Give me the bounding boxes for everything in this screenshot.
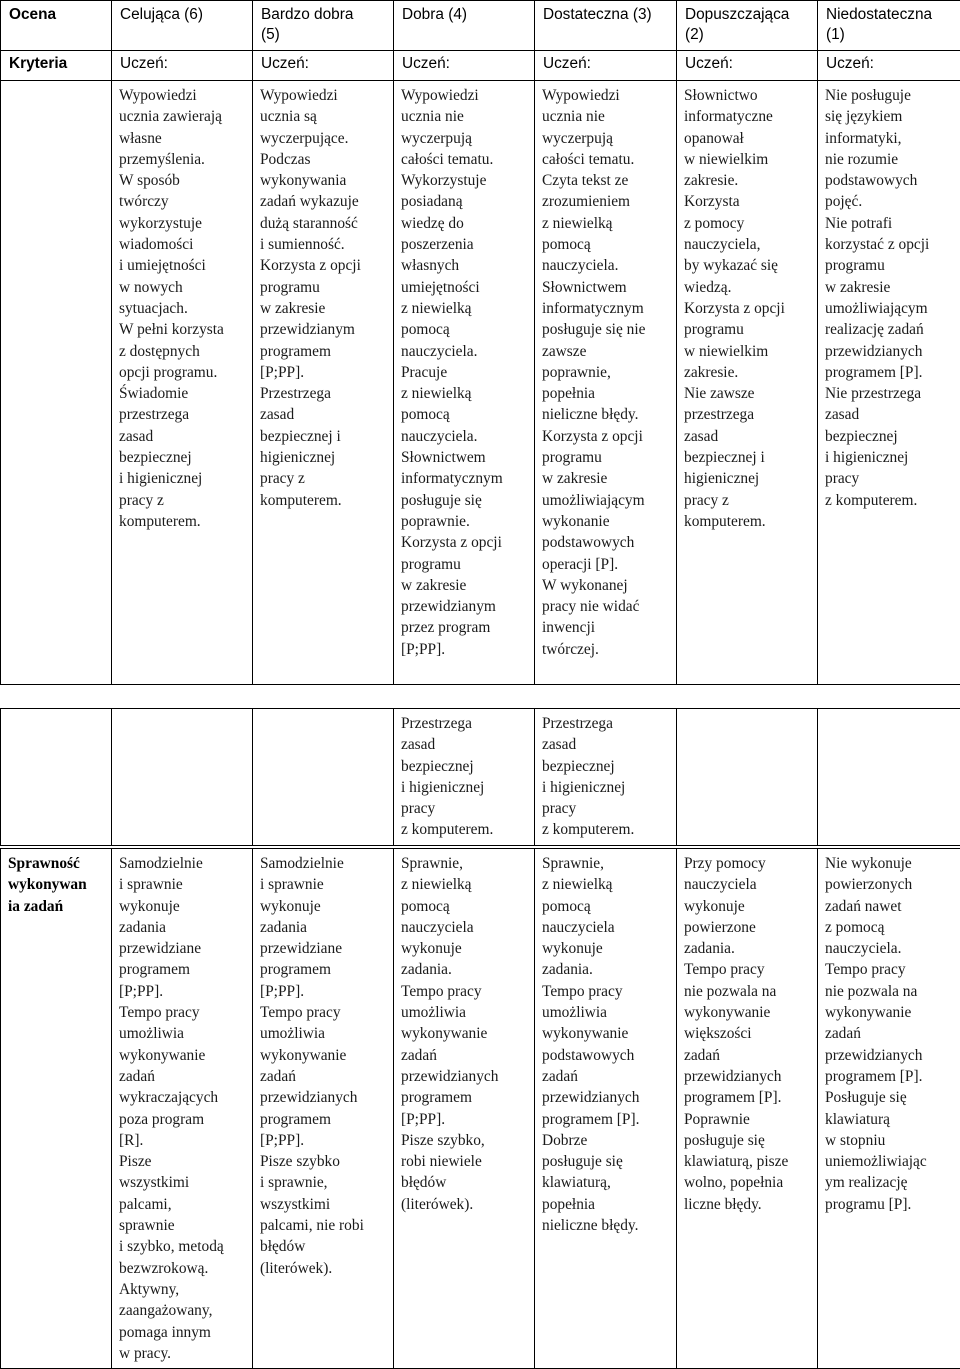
- criteria-cell: Uczeń:: [253, 51, 394, 81]
- grade-3-description: Sprawnie, z niewielką pomocą nauczyciela wykonuje zadania. Tempo pracy umożliwia wykonywanie podstawowych zadań przewidzianych programem [P]. Dobrze posługuje się klawiaturą, popełnia nieliczne błędy.: [535, 849, 677, 1369]
- grade-3-continuation: Przestrzega zasad bezpiecznej i higienicznej pracy z komputerem.: [535, 709, 677, 846]
- criteria-label: Kryteria: [1, 51, 112, 81]
- grade-4-description: Wypowiedzi ucznia nie wyczerpują całości tematu. Wykorzystuje posiadaną wiedzę do poszerzenia własnych umiejętności z niewielką pomocą nauczyciela. Pracuje z niewielką pomocą nauczyciela. Słownictwem informatycznym posługuje się poprawnie. Korzysta z opcji programu w zakresie przewidzianym przez program [P;PP].: [394, 81, 535, 685]
- section-label-task-efficiency: Sprawność wykonywan ia zadań: [1, 849, 112, 1369]
- criteria-row: [1, 51, 960, 81]
- criteria-cell: Uczeń:: [818, 51, 960, 81]
- grade-6-description: Samodzielnie i sprawnie wykonuje zadania przewidziane programem [P;PP]. Tempo pracy umożliwia wykonywanie zadań wykraczających poza program [R]. Pisze wszystkimi palcami, sprawnie i szybko, metodą bezwzrokową. Aktywny, zaangażowany, pomaga innym w pracy.: [112, 849, 253, 1369]
- grade-5-description: Wypowiedzi ucznia są wyczerpujące. Podczas wykonywania zadań wykazuje dużą staranność i sumienność. Korzysta z opcji programu w zakresie przewidzianym programem [P;PP]. Przestrzega zasad bezpiecznej i higienicznej pracy z komputerem.: [253, 81, 394, 685]
- header-grade-label: Ocena: [1, 1, 112, 51]
- grade-6-description: Wypowiedzi ucznia zawierają własne przemyślenia. W sposób twórczy wykorzystuje wiadomości i umiejętności w nowych sytuacjach. W pełni korzysta z dostępnych opcji programu. Świadomie przestrzega zasad bezpiecznej i higienicznej pracy z komputerem.: [112, 81, 253, 685]
- grade-1-description: Nie wykonuje powierzonych zadań nawet z pomocą nauczyciela. Tempo pracy nie pozwala na wykonywanie zadań przewidzianych programem [P]. Posługuje się klawiaturą w stopniu uniemożliwiając ym realizację programu [P].: [818, 849, 960, 1369]
- header-grade-2: Dopuszczająca (2): [677, 1, 818, 51]
- grade-2-description: Przy pomocy nauczyciela wykonuje powierzone zadania. Tempo pracy nie pozwala na wykonywanie większości zadań przewidzianych programem [P]. Poprawnie posługuje się klawiaturą, pisze wolno, popełnia liczne błędy.: [677, 849, 818, 1369]
- knowledge-section-row: [1, 81, 960, 685]
- grade-2-description: Słownictwo informatyczne opanował w niewielkim zakresie. Korzysta z pomocy nauczyciela, by wykazać się wiedzą. Korzysta z opcji programu w niewielkim zakresie. Nie zawsze przestrzega zasad bezpiecznej i higienicznej pracy z komputerem.: [677, 81, 818, 685]
- grade-2-continuation: [677, 709, 818, 846]
- grade-4-continuation: Przestrzega zasad bezpiecznej i higienicznej pracy z komputerem.: [394, 709, 535, 846]
- header-grade-4: Dobra (4): [394, 1, 535, 51]
- grading-table-continuation: [0, 708, 960, 846]
- grade-1-continuation: [818, 709, 960, 846]
- header-grade-6: Celująca (6): [112, 1, 253, 51]
- grade-5-description: Samodzielnie i sprawnie wykonuje zadania przewidziane programem [P;PP]. Tempo pracy umożliwia wykonywanie zadań przewidzianych programem [P;PP]. Pisze szybko i sprawnie, wszystkimi palcami, nie robi błędów (literówek).: [253, 849, 394, 1369]
- grade-5-continuation: [253, 709, 394, 846]
- task-efficiency-row: [1, 849, 960, 1369]
- criteria-cell: Uczeń:: [535, 51, 677, 81]
- header-grade-5: Bardzo dobra (5): [253, 1, 394, 51]
- header-grade-1: Niedostateczna (1): [818, 1, 960, 51]
- header-row: [1, 1, 960, 51]
- grading-table-skills: [0, 848, 960, 1369]
- grade-3-description: Wypowiedzi ucznia nie wyczerpują całości tematu. Czyta tekst ze zrozumieniem z niewielką pomocą nauczyciela. Słownictwem informatycznym posługuje się nie zawsze poprawnie, popełnia nieliczne błędy. Korzysta z opcji programu w zakresie umożliwiającym wykonanie podstawowych operacji [P]. W wykonanej pracy nie widać inwencji twórczej.: [535, 81, 677, 685]
- section-label: [1, 81, 112, 685]
- header-grade-3: Dostateczna (3): [535, 1, 677, 51]
- grade-6-continuation: [112, 709, 253, 846]
- grade-4-description: Sprawnie, z niewielką pomocą nauczyciela wykonuje zadania. Tempo pracy umożliwia wykonywanie zadań przewidzianych programem [P;PP]. Pisze szybko, robi niewiele błędów (literówek).: [394, 849, 535, 1369]
- grade-1-description: Nie posługuje się językiem informatyki, nie rozumie podstawowych pojęć. Nie potrafi korzystać z opcji programu w zakresie umożliwiającym realizację zadań przewidzianych programem [P]. Nie przestrzega zasad bezpiecznej i higienicznej pracy z komputerem.: [818, 81, 960, 685]
- criteria-cell: Uczeń:: [394, 51, 535, 81]
- criteria-cell: Uczeń:: [677, 51, 818, 81]
- knowledge-section-continuation-row: [1, 709, 960, 846]
- criteria-cell: Uczeń:: [112, 51, 253, 81]
- section-label: [1, 709, 112, 846]
